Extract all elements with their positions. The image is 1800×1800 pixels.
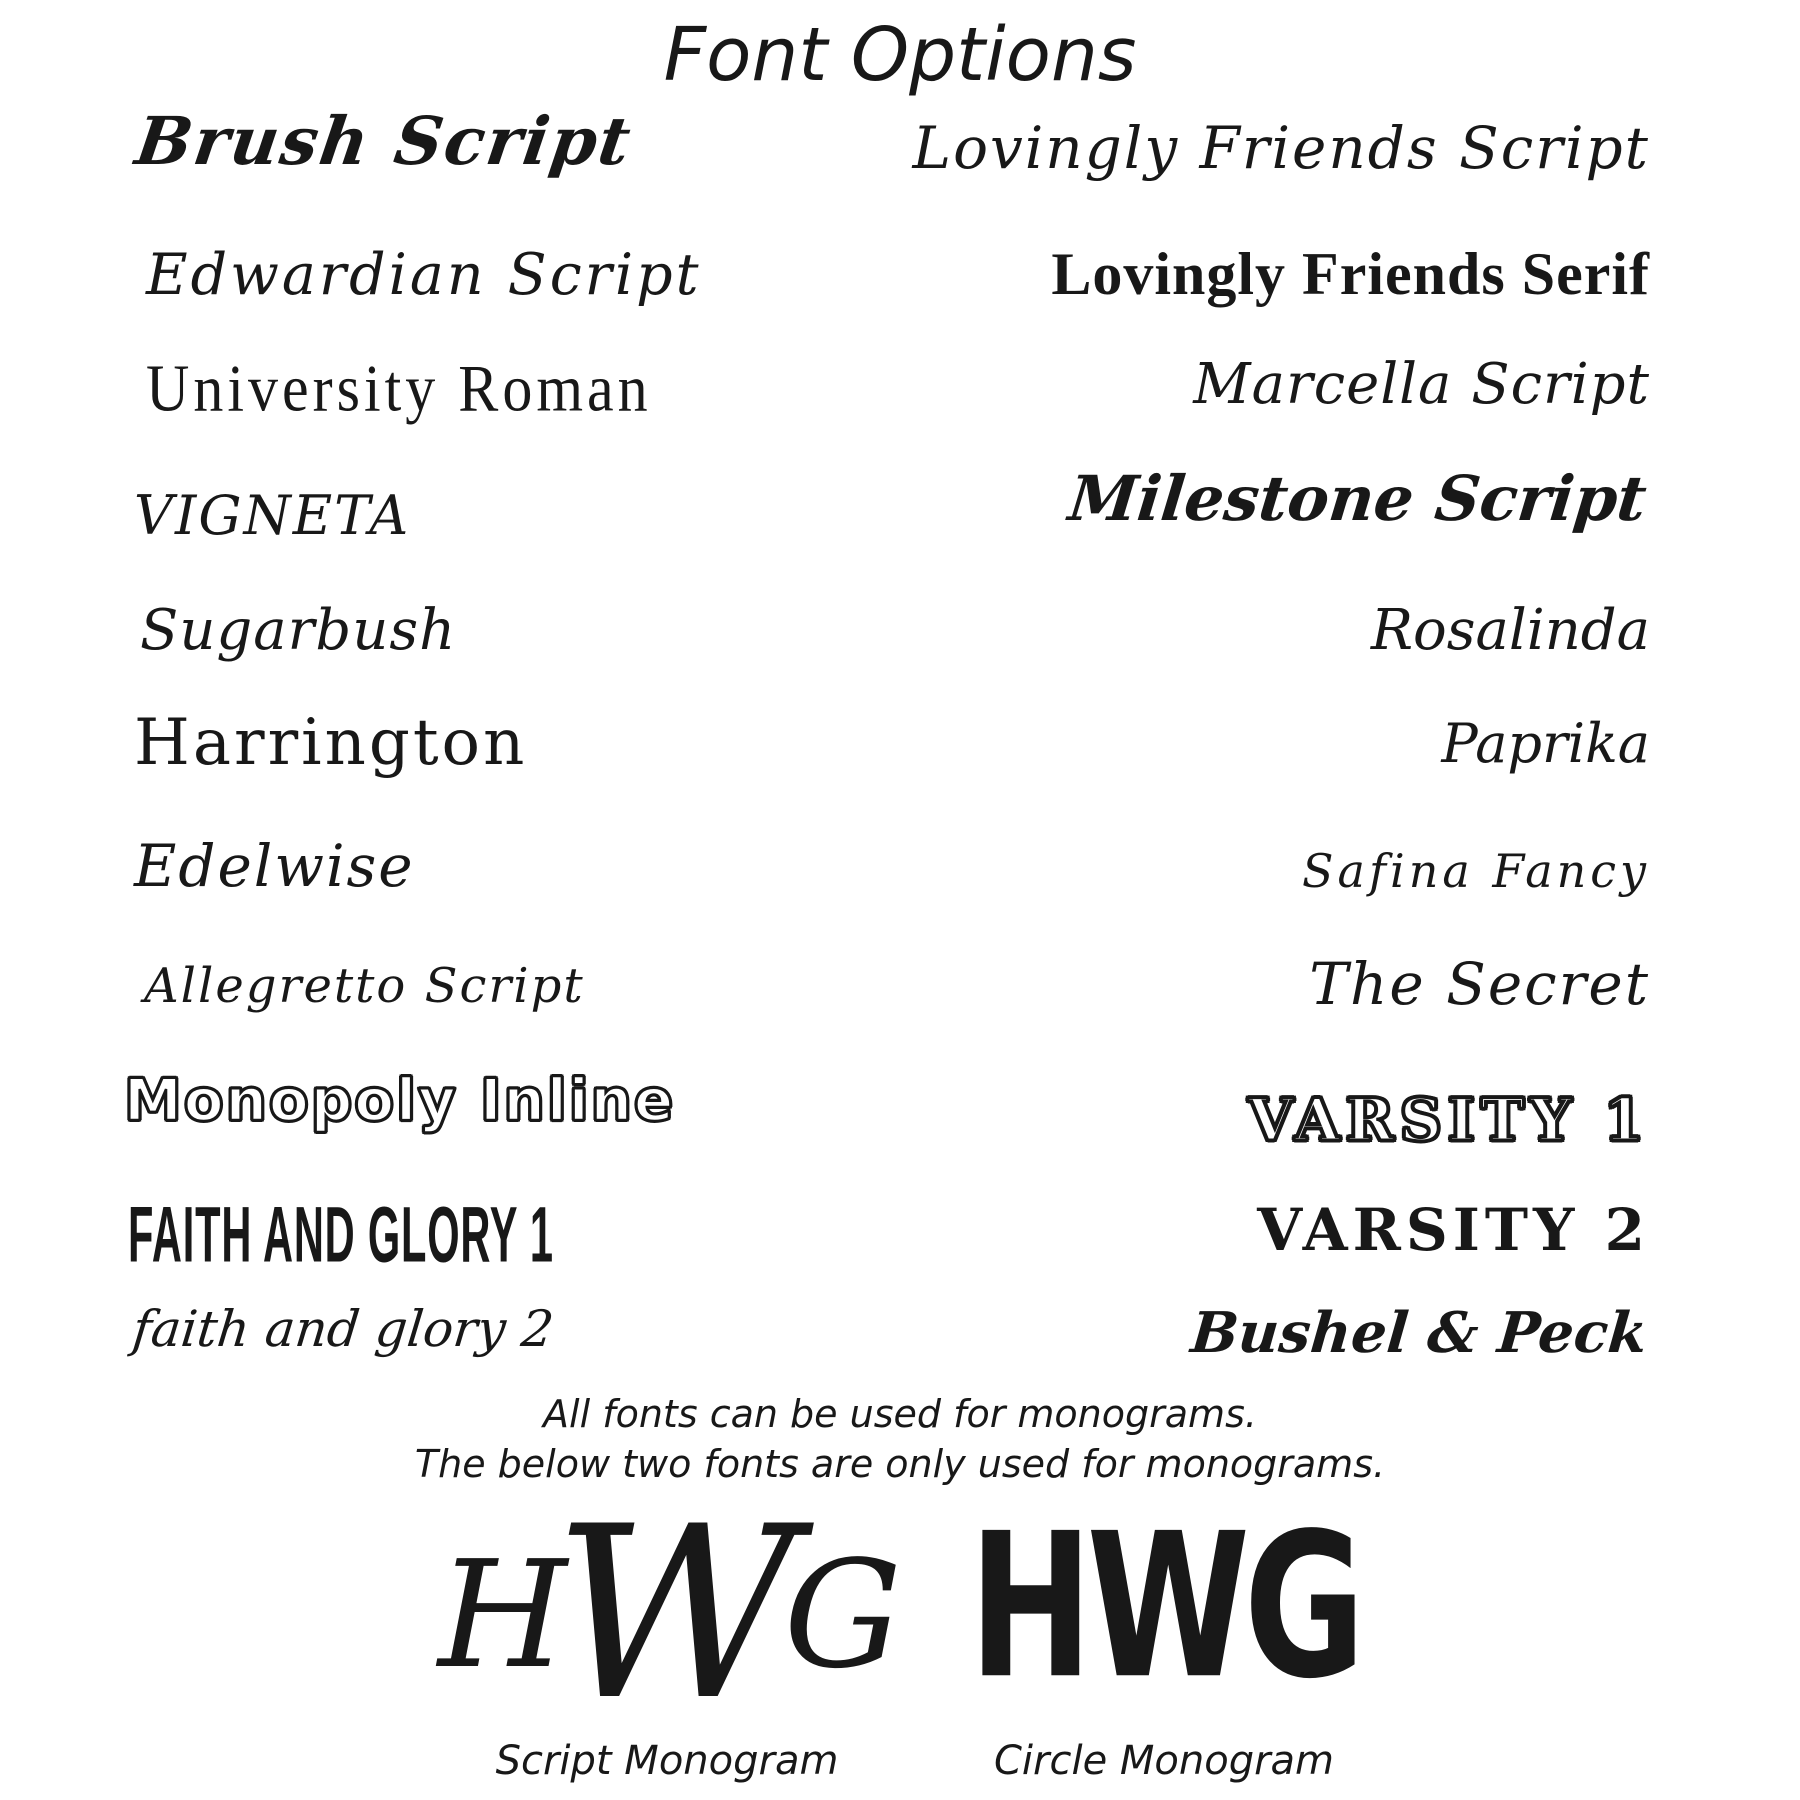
font-sample-sugarbush: Sugarbush	[140, 598, 457, 663]
monogram-note-line-1: All fonts can be used for monograms.	[543, 1392, 1257, 1436]
font-sample-faith-and-glory-1: FAITH AND GLORY 1	[128, 1191, 554, 1280]
font-sample-faith-and-glory-2: faith and glory 2	[129, 1300, 557, 1358]
font-sample-harrington: Harrington	[134, 706, 528, 780]
font-sample-edelwise: Edelwise	[134, 832, 415, 900]
font-sample-edwardian-script: Edwardian Script	[146, 242, 702, 308]
font-sample-rosalinda: Rosalinda	[1370, 598, 1650, 663]
circle-monogram-letters: HWG	[968, 1490, 1360, 1723]
monogram-note-line-2: The below two fonts are only used for monograms.	[414, 1442, 1386, 1486]
font-sample-brush-script: Brush Script	[131, 102, 637, 180]
font-sample-milestone-script: Milestone Script	[1065, 462, 1650, 535]
circle-monogram-graphic	[968, 1490, 1360, 1723]
font-sample-lovingly-friends-serif: Lovingly Friends Serif	[1051, 241, 1650, 307]
font-sample-paprika: Paprika	[1441, 712, 1650, 775]
font-sample-allegretto-script: Allegretto Script	[144, 958, 585, 1014]
font-sample-safina-fancy: Safina Fancy	[1302, 844, 1650, 898]
font-sample-varsity-1: VARSITY 1	[1248, 1086, 1650, 1154]
font-sample-varsity-2: VARSITY 2	[1257, 1196, 1650, 1264]
font-sample-monopoly-inline: Monopoly Inline	[124, 1066, 676, 1134]
script-monogram-graphic	[438, 1476, 896, 1753]
font-sample-the-secret: The Secret	[1309, 950, 1650, 1018]
font-sample-university-roman: University Roman	[146, 351, 652, 426]
script-monogram-letter-w: W	[553, 1476, 792, 1753]
font-sample-marcella-script: Marcella Script	[1193, 352, 1650, 417]
script-monogram-letter-g: G	[783, 1529, 896, 1701]
font-sample-vigneta: VIGNETA	[134, 484, 411, 547]
font-sample-bushel-and-peck: Bushel & Peck	[1188, 1300, 1650, 1366]
script-monogram-letter-h: H	[438, 1529, 562, 1701]
circle-monogram-label: Circle Monogram	[993, 1738, 1335, 1784]
script-monogram-label: Script Monogram	[495, 1738, 839, 1784]
page-title: Font Options	[663, 12, 1137, 98]
font-sample-lovingly-friends-script: Lovingly Friends Script	[912, 114, 1650, 182]
